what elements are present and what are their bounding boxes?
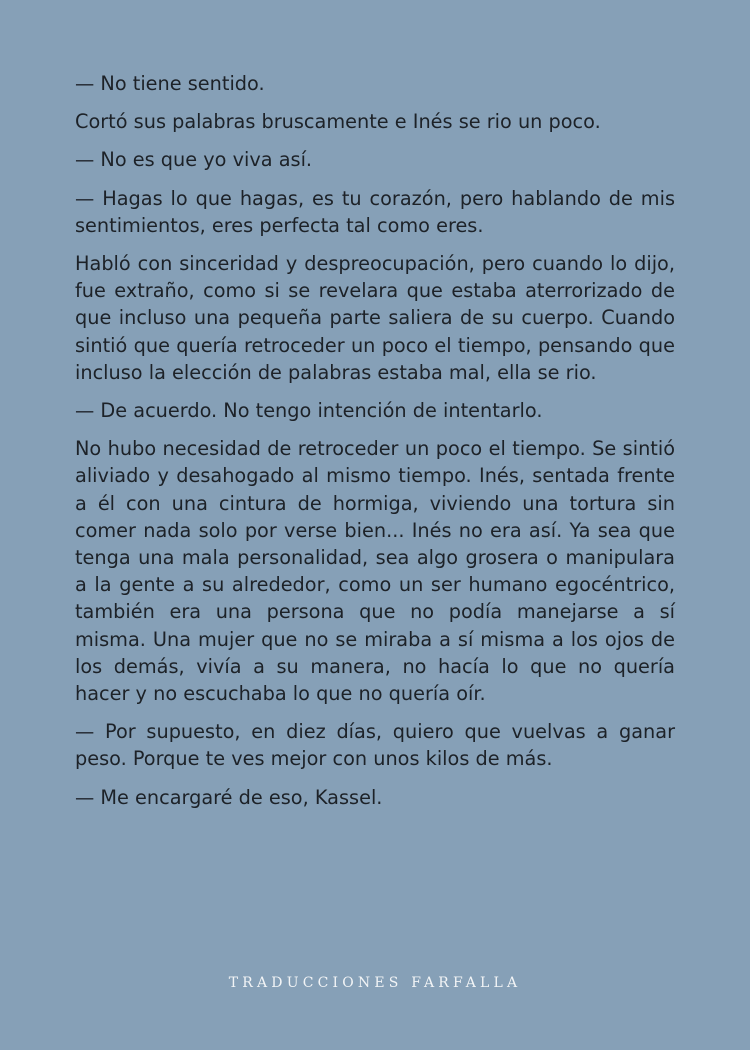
- paragraph-5: Habló con sinceridad y despreocupación, pero cuando lo dijo, fue extraño, como si se revelara que estaba aterrorizado de que incluso una pequeña parte saliera de su cuerpo. Cuando sintió que quería retroceder un poco el tiempo, pensando que incluso la elección de palabras estaba mal, ella se rio.: [75, 252, 675, 384]
- paragraph-3: — No es que yo viva así.: [75, 148, 313, 172]
- paragraph-8: — Por supuesto, en diez días, quiero que vuelvas a ganar peso. Porque te ves mejor con unos kilos de más.: [75, 720, 675, 771]
- paragraph-2: Cortó sus palabras bruscamente e Inés se rio un poco.: [75, 110, 601, 134]
- page-body: [75, 70, 675, 822]
- paragraph-9: — Me encargaré de eso, Kassel.: [75, 785, 383, 809]
- paragraph-4: — Hagas lo que hagas, es tu corazón, pero hablando de mis sentimientos, eres perfecta tal como eres.: [75, 186, 675, 237]
- paragraph-7: No hubo necesidad de retroceder un poco el tiempo. Se sintió aliviado y desahogado al mismo tiempo. Inés, sentada frente a él con una cintura de hormiga, viviendo una tortura sin comer nada solo por verse bien... Inés no era así. Ya sea que tenga una mala personalidad, sea algo grosera o manipulara a la gente a su alrededor, como un ser humano egocéntrico, también era una persona que no podía manejarse a sí misma. Una mujer que no se miraba a sí misma a los ojos de los demás, vivía a su manera, no hacía lo que no quería hacer y no escuchaba lo que no quería oír.: [75, 437, 675, 706]
- paragraph-1: — No tiene sentido.: [75, 72, 265, 95]
- footer-credit: TRADUCCIONES FARFALLA: [228, 975, 522, 991]
- paragraph-6: — De acuerdo. No tengo intención de intentarlo.: [75, 399, 543, 423]
